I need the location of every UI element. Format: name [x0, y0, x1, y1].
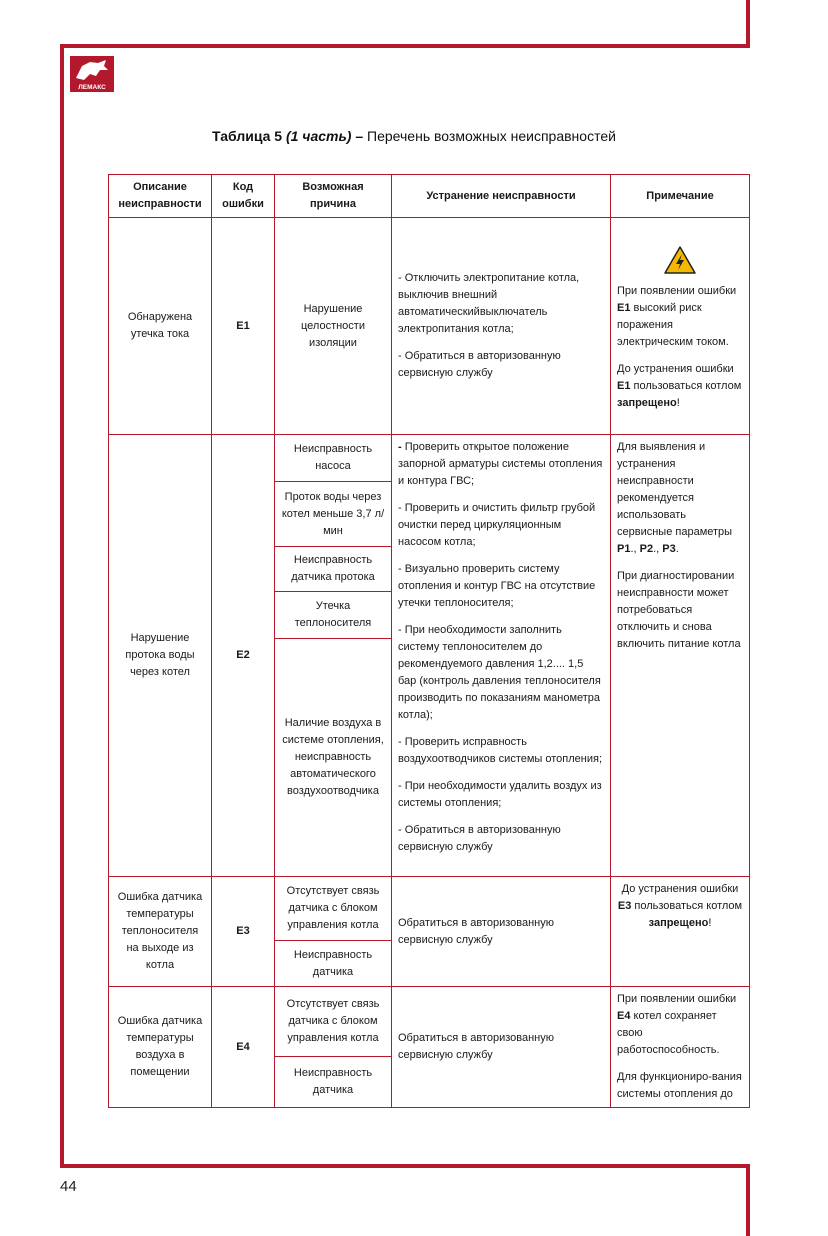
table-row-e3-1 [109, 877, 750, 941]
e2-cause-pump: Неисправность насоса [275, 435, 392, 482]
e1-code: E1 [212, 218, 275, 435]
e2-desc: Нарушение протока воды через котел [109, 435, 212, 877]
e2-note: Для выявления и устранения неисправности рекомендуется использовать сервисные параметры P1., P2., P3. При диагностировании неисправности может потребоваться отключить и снова включить питание котла [611, 435, 750, 877]
header-desc: Описание неисправности [109, 175, 212, 218]
e3-note: До устранения ошибки E3 пользоваться котлом запрещено! [611, 877, 750, 987]
electric-warning-icon [663, 245, 697, 275]
e1-note: При появлении ошибки E1 высокий риск поражения электрическим током. До устранения ошибки E1 пользоваться котлом запрещено! [611, 218, 750, 435]
header-fix: Устранение неисправности [392, 175, 611, 218]
e3-fix: Обратиться в авторизованную сервисную службу [392, 877, 611, 987]
e3-cause-link: Отсутствует связь датчика с блоком управления котла [275, 877, 392, 941]
table-title: Таблица 5 (1 часть) – Перечень возможных неисправностей [212, 128, 616, 144]
lemax-logo [70, 56, 114, 92]
e3-code: E3 [212, 877, 275, 987]
table-row-e4-1 [109, 987, 750, 1057]
page-number: 44 [60, 1178, 77, 1195]
e1-cause: Нарушение целостности изоляции [275, 218, 392, 435]
e3-cause-sensor: Неисправность датчика [275, 941, 392, 987]
e2-cause-leak: Утечка теплоносителя [275, 592, 392, 639]
logo-text: ЛЕМАКС [78, 84, 106, 91]
e2-cause-air: Наличие воздуха в системе отопления, неисправность автоматического воздухоотводчика [275, 639, 392, 877]
header-row [109, 175, 750, 218]
table-row-e1 [109, 218, 750, 435]
frame-right-top-line [746, 0, 750, 48]
header-code: Код ошибки [212, 175, 275, 218]
e2-cause-flow: Проток воды через котел меньше 3,7 л/мин [275, 482, 392, 547]
e1-fix: - Отключить электропитание котла, выключив внешний автоматическийвыключатель электропитания котла; - Обратиться в авторизованную сервисную службу [392, 218, 611, 435]
frame-top-line [60, 44, 750, 48]
error-table [108, 174, 750, 1108]
e2-fix: - Проверить открытое положение запорной арматуры системы отопления и контура ГВС; - Проверить и очистить фильтр грубой очистки перед циркуляционным насосом котла; - Визуально проверить систему отопления и контур ГВС на отсутствие утечки теплоносителя; - При необходимости заполнить систему теплоносителем до рекомендуемого давления 1,2.... 1,5 бар (контроль давления теплоносителя производить по показаниям манометра котла); - Проверить исправность воздухоотводчиков системы отопления; - При необходимости удалить воздух из системы отопления; - Обратиться в авторизованную сервисную службу [392, 435, 611, 877]
e3-desc: Ошибка датчика температуры теплоносителя на выходе из котла [109, 877, 212, 987]
header-note: Примечание [611, 175, 750, 218]
e4-note: При появлении ошибки E4 котел сохраняет свою работоспособность. Для функциониро-вания системы отопления до [611, 987, 750, 1108]
table-row-e2-1 [109, 435, 750, 482]
e2-cause-sensor: Неисправность датчика протока [275, 547, 392, 592]
frame-bottom-line [60, 1164, 750, 1168]
e4-desc: Ошибка датчика температуры воздуха в помещении [109, 987, 212, 1108]
header-cause: Возможная причина [275, 175, 392, 218]
frame-right-bottom-line [746, 1164, 750, 1236]
e4-fix: Обратиться в авторизованную сервисную службу [392, 987, 611, 1108]
e4-code: E4 [212, 987, 275, 1108]
e2-code: E2 [212, 435, 275, 877]
frame-left-line [60, 44, 64, 1168]
e4-cause-link: Отсутствует связь датчика с блоком управления котла [275, 987, 392, 1057]
e4-cause-sensor: Неисправность датчика [275, 1057, 392, 1108]
e1-desc: Обнаружена утечка тока [109, 218, 212, 435]
